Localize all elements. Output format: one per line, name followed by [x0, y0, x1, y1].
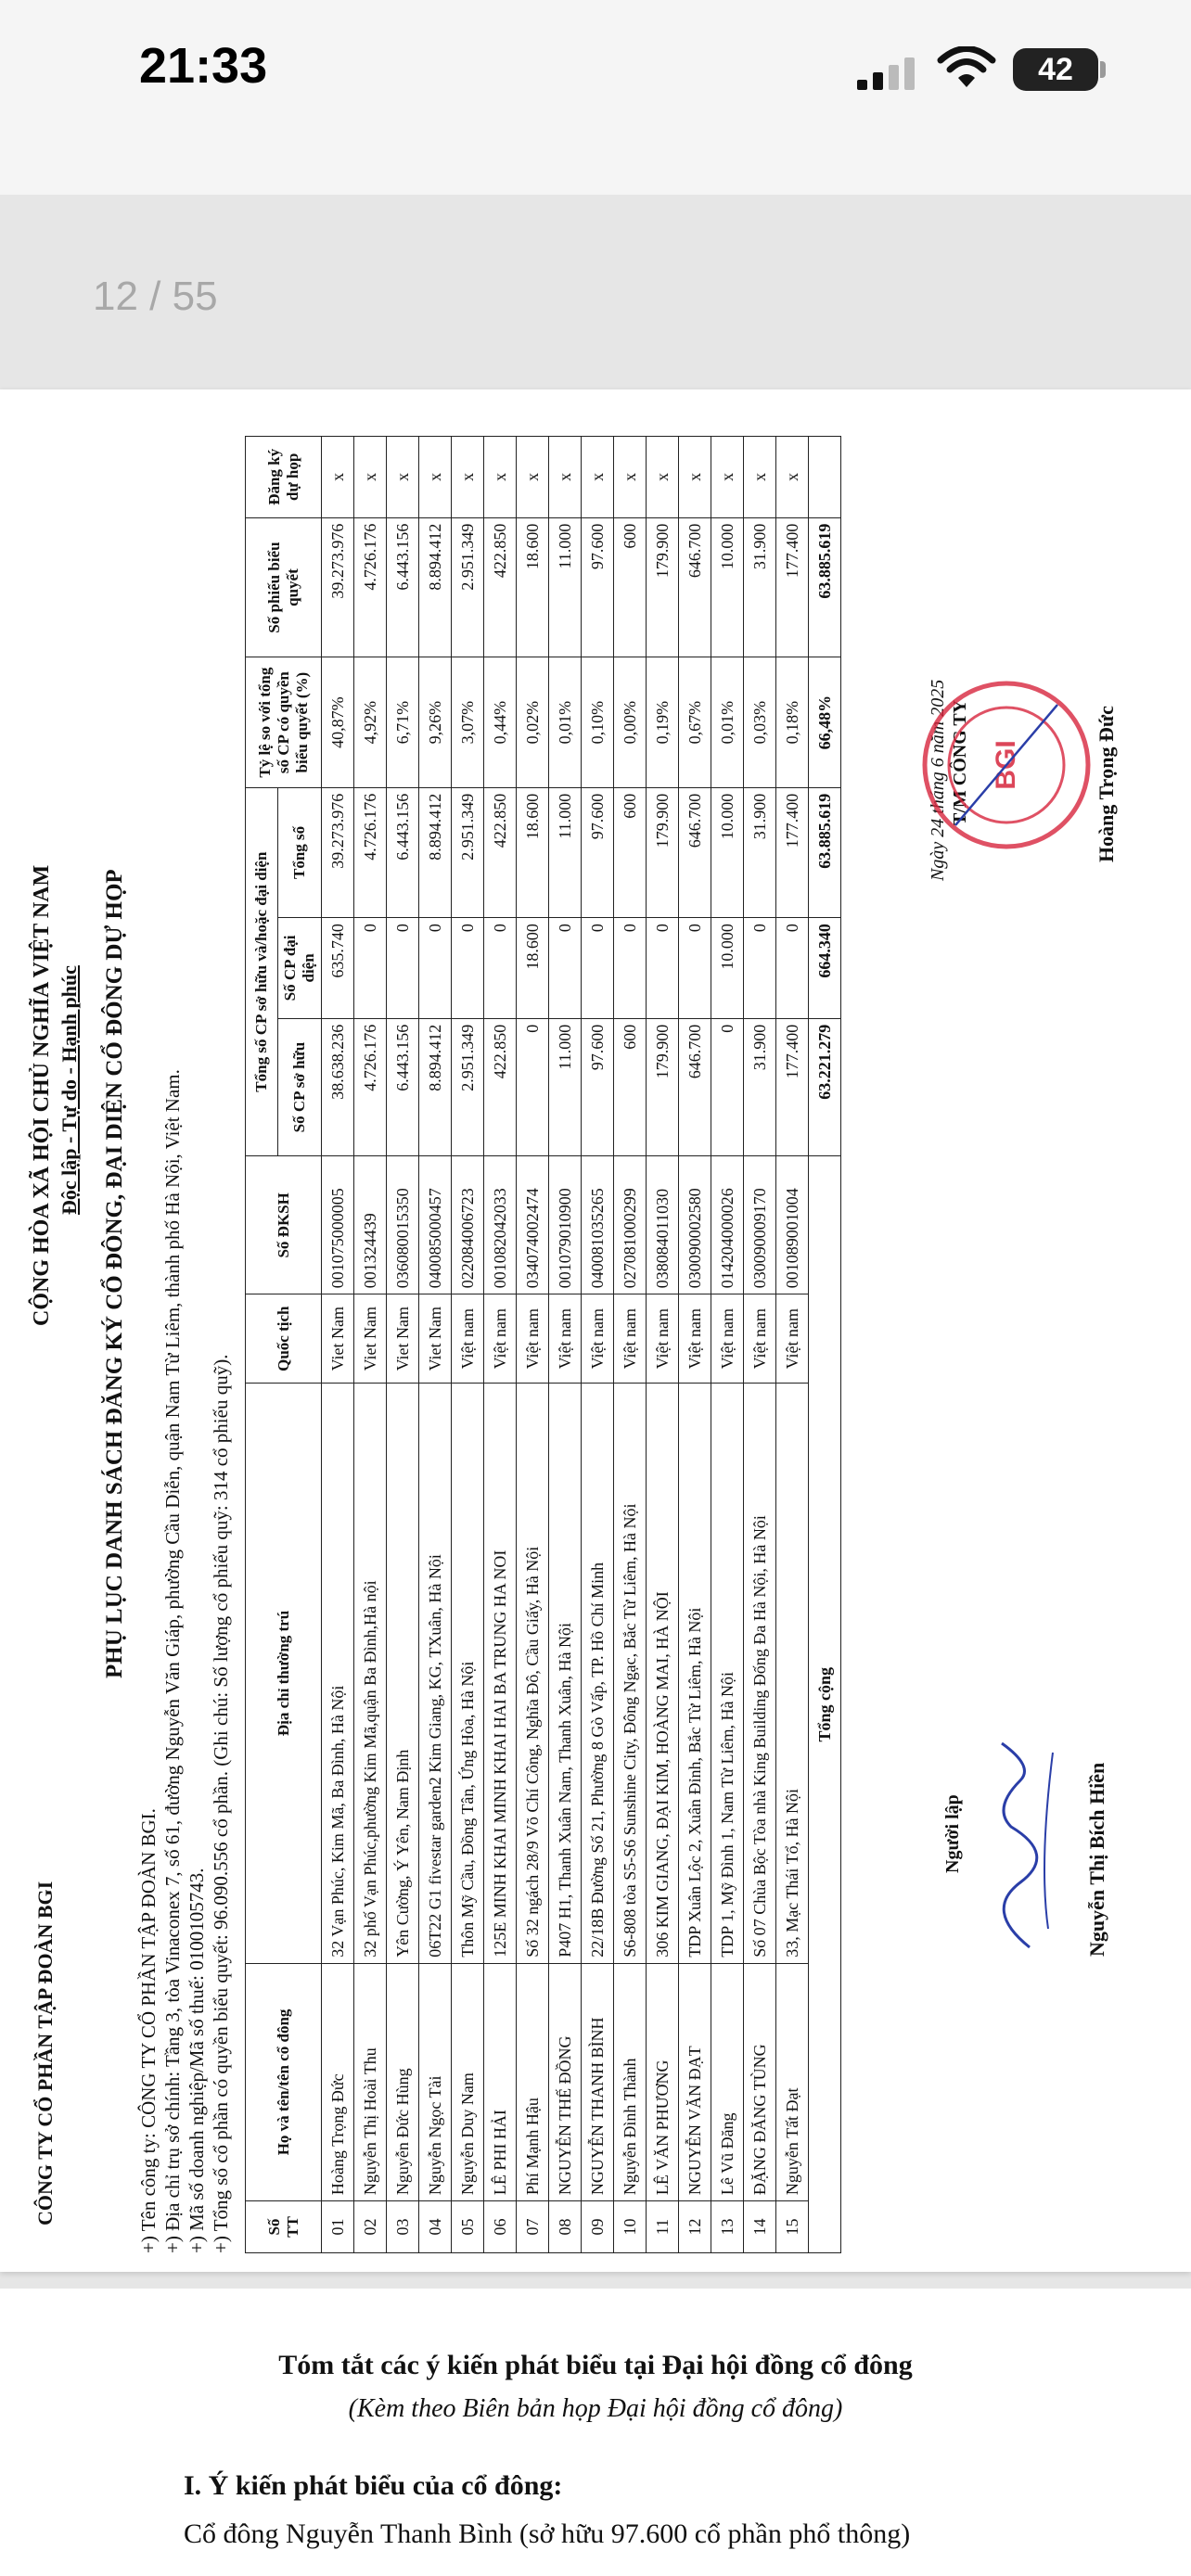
cell-represented: 0: [354, 918, 387, 1019]
cell-stt: 03: [387, 2201, 419, 2253]
cell-represented: 0: [614, 918, 647, 1019]
cell-nationality: Việt nam: [679, 1294, 711, 1384]
company-seal-stamp: [918, 677, 1095, 853]
info-line: +) Mã số doanh nghiệp/Mã số thuế: 0100105743.: [186, 1868, 208, 2253]
cell-dksh: 014204000026: [711, 1156, 744, 1294]
summary-subtitle: (Kèm theo Biên bản họp Đại hội đồng cổ đông): [348, 2394, 843, 2423]
cell-total: 31.900: [744, 787, 776, 917]
cell-nationality: Viet Nam: [387, 1294, 419, 1384]
clock: 21:33: [139, 38, 268, 94]
cell-represented: 635.740: [322, 918, 354, 1019]
info-line: +) Tên công ty: CÔNG TY CỔ PHẦN TẬP ĐOÀN BGI.: [137, 1808, 160, 2253]
cell-owned: 0: [517, 1018, 549, 1156]
cell-total: 179.900: [647, 787, 679, 917]
battery-tip: [1100, 61, 1106, 78]
cell-votes: 6.443.156: [387, 517, 419, 657]
cell-name: Lê Vũ Đăng: [711, 1963, 744, 2200]
cell-votes: 11.000: [549, 517, 582, 657]
cell-stt: 01: [322, 2201, 354, 2253]
header-represented: Số CP đại diện: [278, 918, 322, 1019]
cell-votes: 8.894.412: [419, 517, 452, 657]
cell-represented: 0: [647, 918, 679, 1019]
cell-registered: x: [582, 437, 614, 518]
table-row: [517, 437, 549, 2253]
cell-stt: 06: [484, 2201, 517, 2253]
cell-represented: 18.600: [517, 918, 549, 1019]
address-bar[interactable]: [0, 109, 1191, 196]
pdf-page-next: [0, 2289, 1191, 2576]
cell-nationality: Việt nam: [744, 1294, 776, 1384]
cell-dksh: 036080015350: [387, 1156, 419, 1294]
cell-represented: 0: [387, 918, 419, 1019]
cell-owned: 97.600: [582, 1018, 614, 1156]
cell-represented: 0: [484, 918, 517, 1019]
total-empty: [809, 437, 841, 518]
cell-total: 600: [614, 787, 647, 917]
cell-total: 39.273.976: [322, 787, 354, 917]
page-indicator: 12 / 55: [93, 274, 218, 319]
cell-total: 646.700: [679, 787, 711, 917]
cell-name: Nguyễn Đức Hùng: [387, 1963, 419, 2200]
cell-owned: 38.638.236: [322, 1018, 354, 1156]
cell-name: ĐẶNG ĐĂNG TÙNG: [744, 1963, 776, 2200]
wifi-icon: [937, 46, 996, 91]
cell-owned: 31.900: [744, 1018, 776, 1156]
cell-dksh: 001075000005: [322, 1156, 354, 1294]
cell-total: 4.726.176: [354, 787, 387, 917]
header-nationality: Quốc tịch: [246, 1294, 322, 1384]
cell-ratio: 9,26%: [419, 657, 452, 787]
shareholder-table: [245, 436, 841, 2253]
cell-dksh: 034074002474: [517, 1156, 549, 1294]
table-row: [322, 437, 354, 2253]
cell-owned: 0: [711, 1018, 744, 1156]
cell-votes: 18.600: [517, 517, 549, 657]
cell-nationality: Việt nam: [452, 1294, 484, 1384]
cell-nationality: Viet Nam: [322, 1294, 354, 1384]
cell-registered: x: [647, 437, 679, 518]
company-header: CÔNG TY CỔ PHẦN TẬP ĐOÀN BGI: [33, 1881, 57, 2225]
cell-total: 97.600: [582, 787, 614, 917]
cell-dksh: 001089001004: [776, 1156, 809, 1294]
cell-votes: 422.850: [484, 517, 517, 657]
cell-votes: 10.000: [711, 517, 744, 657]
cell-dksh: 038084011030: [647, 1156, 679, 1294]
cell-name: NGUYỄN THANH BÌNH: [582, 1963, 614, 2200]
table-row: [647, 437, 679, 2253]
cell-address: 33, Mạc Thái Tổ, Hà Nội: [776, 1384, 809, 1964]
cell-ratio: 3,07%: [452, 657, 484, 787]
cell-address: 125E MINH KHAI MINH KHAI HAI BA TRUNG HA NOI: [484, 1384, 517, 1964]
cell-nationality: Việt nam: [549, 1294, 582, 1384]
cell-address: 32 Vạn Phúc, Kim Mã, Ba Đình, Hà Nội: [322, 1384, 354, 1964]
cell-votes: 4.726.176: [354, 517, 387, 657]
cell-dksh: 001324439: [354, 1156, 387, 1294]
cell-registered: x: [322, 437, 354, 518]
cell-address: Số 32 ngách 28/9 Võ Chí Công, Nghĩa Đô, Cầu Giấy, Hà Nội: [517, 1384, 549, 1964]
table-row: [582, 437, 614, 2253]
header-ratio: Tỷ lệ so với tổng số CP có quyền biểu quyết (%): [246, 657, 322, 787]
cell-address: S6-808 tòa S5-S6 Sunshine City, Đông Ngạc, Bắc Từ Liêm, Hà Nội: [614, 1384, 647, 1964]
cell-stt: 13: [711, 2201, 744, 2253]
table-row: [711, 437, 744, 2253]
cell-registered: x: [452, 437, 484, 518]
header-stt: Số TT: [246, 2201, 322, 2253]
table-row: [387, 437, 419, 2253]
cellular-signal-icon: [855, 56, 920, 91]
total-owned: 63.221.279: [809, 1018, 841, 1156]
cell-represented: 10.000: [711, 918, 744, 1019]
table-row: [679, 437, 711, 2253]
cell-registered: x: [711, 437, 744, 518]
cell-dksh: 030090009170: [744, 1156, 776, 1294]
cell-ratio: 0,18%: [776, 657, 809, 787]
cell-address: 306 KIM GIANG, ĐẠI KIM, HOÀNG MAI, HÀ NỘI: [647, 1384, 679, 1964]
cell-represented: 0: [549, 918, 582, 1019]
cell-address: Thôn Mỹ Cầu, Đồng Tân, Ứng Hòa, Hà Nội: [452, 1384, 484, 1964]
preparer-label: Người lập: [942, 1794, 963, 1873]
header-group: Tổng số CP sở hữu và/hoặc đại diện: [246, 787, 278, 1156]
cell-registered: x: [484, 437, 517, 518]
cell-address: 06T22 G1 fivestar garden2 Kim Giang, KG, TXuân, Hà Nội: [419, 1384, 452, 1964]
cell-dksh: 027081000299: [614, 1156, 647, 1294]
cell-ratio: 0,19%: [647, 657, 679, 787]
cell-nationality: Viet Nam: [354, 1294, 387, 1384]
cell-registered: x: [419, 437, 452, 518]
cell-total: 10.000: [711, 787, 744, 917]
cell-registered: x: [744, 437, 776, 518]
table-row: [354, 437, 387, 2253]
cell-name: NGUYỄN VĂN ĐẠT: [679, 1963, 711, 2200]
total-label: Tổng cộng: [809, 1156, 841, 2253]
cell-address: TDP Xuân Lộc 2, Xuân Đỉnh, Bắc Từ Liêm, Hà Nội: [679, 1384, 711, 1964]
header-votes: Số phiếu biểu quyết: [246, 517, 322, 657]
cell-total: 8.894.412: [419, 787, 452, 917]
cell-stt: 02: [354, 2201, 387, 2253]
cell-registered: x: [354, 437, 387, 518]
preparer-name: Nguyễn Thị Bích Hiền: [1085, 1762, 1108, 1957]
header-name: Họ và tên/tên cổ đông: [246, 1963, 322, 2200]
cell-name: Phí Mạnh Hậu: [517, 1963, 549, 2200]
cell-represented: 0: [582, 918, 614, 1019]
battery-icon: 42: [1013, 48, 1098, 91]
cell-nationality: Viet Nam: [419, 1294, 452, 1384]
cell-ratio: 0,01%: [711, 657, 744, 787]
cell-votes: 39.273.976: [322, 517, 354, 657]
table-row: [744, 437, 776, 2253]
cell-represented: 0: [744, 918, 776, 1019]
cell-stt: 15: [776, 2201, 809, 2253]
header-address: Địa chỉ thường trú: [246, 1384, 322, 1964]
cell-dksh: 040085000457: [419, 1156, 452, 1294]
cell-votes: 31.900: [744, 517, 776, 657]
total-row: [809, 437, 841, 2253]
cell-ratio: 0,01%: [549, 657, 582, 787]
cell-nationality: Việt nam: [517, 1294, 549, 1384]
cell-ratio: 0,03%: [744, 657, 776, 787]
cell-nationality: Việt nam: [614, 1294, 647, 1384]
cell-owned: 6.443.156: [387, 1018, 419, 1156]
cell-owned: 646.700: [679, 1018, 711, 1156]
table-row: [419, 437, 452, 2253]
summary-title: Tóm tắt các ý kiến phát biểu tại Đại hội đồng cổ đông: [278, 2350, 913, 2380]
cell-votes: 97.600: [582, 517, 614, 657]
cell-stt: 14: [744, 2201, 776, 2253]
cell-ratio: 6,71%: [387, 657, 419, 787]
cell-address: Số 07 Chùa Bộc Tòa nhà King Building Đống Đa Hà Nội, Hà Nội: [744, 1384, 776, 1964]
total-votes: 63.885.619: [809, 517, 841, 657]
cell-owned: 8.894.412: [419, 1018, 452, 1156]
cell-stt: 08: [549, 2201, 582, 2253]
table-body: [322, 437, 809, 2253]
cell-represented: 0: [776, 918, 809, 1019]
document-title: PHỤ LỤC DANH SÁCH ĐĂNG KÝ CỔ ĐÔNG, ĐẠI DIỆN CỔ ĐÔNG DỰ HỌP: [102, 869, 127, 1678]
svg-text:BGI: BGI: [991, 740, 1021, 790]
cell-name: LÊ VĂN PHƯƠNG: [647, 1963, 679, 2200]
cell-name: Hoàng Trọng Đức: [322, 1963, 354, 2200]
cell-registered: x: [549, 437, 582, 518]
cell-total: 6.443.156: [387, 787, 419, 917]
cell-name: LÊ PHI HẢI: [484, 1963, 517, 2200]
cell-owned: 422.850: [484, 1018, 517, 1156]
cell-ratio: 40,87%: [322, 657, 354, 787]
cell-stt: 07: [517, 2201, 549, 2253]
header-dksh: Số ĐKSH: [246, 1156, 322, 1294]
cell-address: 22/18B Đường Số 21, Phường 8 Gò Vấp, TP. Hồ Chí Minh: [582, 1384, 614, 1964]
cell-total: 2.951.349: [452, 787, 484, 917]
cell-registered: x: [679, 437, 711, 518]
cell-ratio: 0,44%: [484, 657, 517, 787]
cell-stt: 04: [419, 2201, 452, 2253]
cell-name: Nguyễn Ngọc Tài: [419, 1963, 452, 2200]
cell-votes: 177.400: [776, 517, 809, 657]
cell-owned: 179.900: [647, 1018, 679, 1156]
cell-represented: 0: [452, 918, 484, 1019]
cell-votes: 646.700: [679, 517, 711, 657]
cell-dksh: 022084006723: [452, 1156, 484, 1294]
header-total: Tổng số: [278, 787, 322, 917]
cell-total: 11.000: [549, 787, 582, 917]
cell-registered: x: [517, 437, 549, 518]
cell-total: 18.600: [517, 787, 549, 917]
cell-votes: 179.900: [647, 517, 679, 657]
total-total: 63.885.619: [809, 787, 841, 917]
cell-dksh: 040081035265: [582, 1156, 614, 1294]
cell-ratio: 0,00%: [614, 657, 647, 787]
cell-represented: 0: [679, 918, 711, 1019]
cell-total: 422.850: [484, 787, 517, 917]
cell-represented: 0: [419, 918, 452, 1019]
total-represented: 664.340: [809, 918, 841, 1019]
table-row: [776, 437, 809, 2253]
cell-stt: 10: [614, 2201, 647, 2253]
header-registered: Đăng ký dự họp: [246, 437, 322, 518]
cell-address: TDP 1, Mỹ Đình 1, Nam Từ Liêm, Hà Nội: [711, 1384, 744, 1964]
section-heading: I. Ý kiến phát biểu của cổ đông:: [184, 2470, 563, 2501]
table-row: [614, 437, 647, 2253]
handwritten-signature-left: [965, 1725, 1067, 1966]
cell-stt: 09: [582, 2201, 614, 2253]
national-motto: Độc lập - Tự do - Hạnh phúc: [58, 965, 81, 1215]
cell-stt: 11: [647, 2201, 679, 2253]
cell-owned: 2.951.349: [452, 1018, 484, 1156]
cell-stt: 05: [452, 2201, 484, 2253]
cell-registered: x: [776, 437, 809, 518]
national-title: CỘNG HÒA XÃ HỘI CHỦ NGHĨA VIỆT NAM: [30, 864, 54, 1326]
cell-ratio: 0,67%: [679, 657, 711, 787]
cell-ratio: 4,92%: [354, 657, 387, 787]
info-line: +) Tổng số cổ phần có quyền biểu quyết: 96.090.556 cổ phần. (Ghi chú: Số lượng cổ phiếu quỹ: 314 cổ phiếu quỹ).: [210, 1354, 232, 2253]
table-row: [549, 437, 582, 2253]
table-row: [484, 437, 517, 2253]
cell-owned: 600: [614, 1018, 647, 1156]
cell-registered: x: [614, 437, 647, 518]
total-ratio: 66,48%: [809, 657, 841, 787]
cell-nationality: Việt nam: [711, 1294, 744, 1384]
cell-votes: 2.951.349: [452, 517, 484, 657]
cell-nationality: Việt nam: [582, 1294, 614, 1384]
info-line: +) Địa chỉ trụ sở chính: Tầng 3, tòa Vinaconex 7, số 61, đường Nguyễn Văn Giáp, phường Cầu Diễn, quận Nam Từ Liêm, thành phố Hà Nội, Việt Nam.: [161, 1069, 184, 2253]
cell-address: P407 H1, Thanh Xuân Nam, Thanh Xuân, Hà Nội: [549, 1384, 582, 1964]
for-company-label: T/M CÔNG TY: [950, 699, 970, 825]
pdf-page: [0, 389, 1191, 2272]
cell-dksh: 030090002580: [679, 1156, 711, 1294]
cell-name: NGUYỄN THẾ ĐỒNG: [549, 1963, 582, 2200]
cell-registered: x: [387, 437, 419, 518]
shareholder-line: Cổ đông Nguyễn Thanh Bình (sở hữu 97.600 cổ phần phổ thông): [184, 2519, 911, 2549]
cell-dksh: 001082042033: [484, 1156, 517, 1294]
cell-nationality: Việt nam: [484, 1294, 517, 1384]
cell-stt: 12: [679, 2201, 711, 2253]
cell-name: Nguyễn Duy Nam: [452, 1963, 484, 2200]
cell-dksh: 001079010900: [549, 1156, 582, 1294]
cell-nationality: Việt nam: [776, 1294, 809, 1384]
rotated-page-content: [0, 389, 1191, 2272]
cell-owned: 177.400: [776, 1018, 809, 1156]
cell-ratio: 0,02%: [517, 657, 549, 787]
cell-address: Yên Cường, Ý Yên, Nam Định: [387, 1384, 419, 1964]
cell-ratio: 0,10%: [582, 657, 614, 787]
cell-owned: 4.726.176: [354, 1018, 387, 1156]
signing-date: Ngày 24 tháng 6 năm 2025: [928, 679, 948, 881]
cell-address: 32 phố Vạn Phúc,phường Kim Mã,quận Ba Đình,Hà nội: [354, 1384, 387, 1964]
cell-name: Nguyễn Tất Đạt: [776, 1963, 809, 2200]
header-owned: Số CP sở hữu: [278, 1018, 322, 1156]
cell-name: Nguyễn Đình Thành: [614, 1963, 647, 2200]
cell-total: 177.400: [776, 787, 809, 917]
table-row: [452, 437, 484, 2253]
cell-name: Nguyễn Thị Hoài Thu: [354, 1963, 387, 2200]
director-name: Hoàng Trọng Đức: [1095, 706, 1118, 862]
cell-nationality: Việt nam: [647, 1294, 679, 1384]
cell-votes: 600: [614, 517, 647, 657]
cell-owned: 11.000: [549, 1018, 582, 1156]
